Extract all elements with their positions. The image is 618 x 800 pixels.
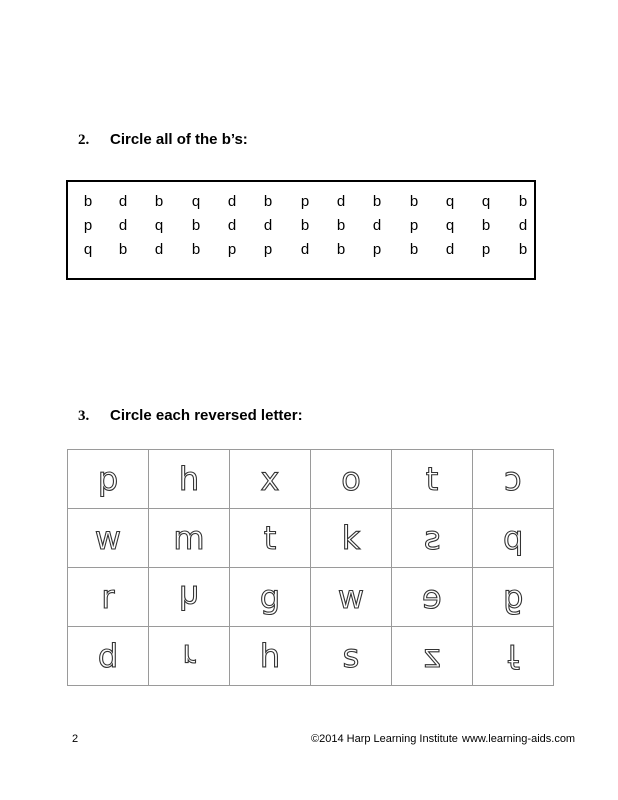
grid-cell[interactable] (68, 568, 149, 627)
letter-item[interactable]: d (154, 241, 164, 258)
outline-letter: x (260, 460, 280, 498)
outline-letter: d (97, 637, 119, 675)
letter-item[interactable]: d (263, 217, 273, 234)
outline-letter: h (178, 460, 200, 498)
grid-row (68, 509, 554, 568)
letter-item[interactable]: q (481, 193, 491, 210)
letter-item[interactable]: b (263, 193, 273, 210)
letter-item[interactable]: b (191, 217, 201, 234)
letter-item[interactable]: b (372, 193, 382, 210)
outline-letter: h (178, 578, 200, 616)
letter-item[interactable]: d (227, 193, 237, 210)
letter-item[interactable]: q (83, 241, 93, 258)
letter-box (66, 180, 536, 280)
letter-item[interactable]: p (83, 217, 93, 234)
grid-cell[interactable] (392, 509, 473, 568)
grid-cell[interactable] (230, 568, 311, 627)
letter-row (68, 216, 534, 236)
letter-item[interactable]: p (372, 241, 382, 258)
letter-item[interactable]: b (336, 217, 346, 234)
grid-cell[interactable] (149, 568, 230, 627)
outline-letter: f (507, 637, 519, 675)
outline-letter: w (337, 578, 365, 616)
grid-cell[interactable] (311, 450, 392, 509)
grid-cell[interactable] (68, 509, 149, 568)
letter-item[interactable]: q (445, 217, 455, 234)
letter-item[interactable]: p (481, 241, 491, 258)
grid-cell[interactable] (392, 450, 473, 509)
grid-cell[interactable] (473, 568, 554, 627)
grid-cell[interactable] (311, 627, 392, 686)
outline-letter: g (502, 578, 524, 616)
question-3-heading (78, 407, 303, 425)
grid-cell[interactable] (473, 450, 554, 509)
copyright-text: ©2014 Harp Learning Institute (311, 733, 458, 745)
letter-item[interactable]: d (518, 217, 528, 234)
letter-item[interactable]: b (118, 241, 128, 258)
grid-cell[interactable] (149, 509, 230, 568)
grid-cell[interactable] (149, 450, 230, 509)
question-number: 3. (78, 408, 90, 424)
outline-letter: z (423, 637, 441, 675)
grid-cell[interactable] (68, 627, 149, 686)
grid-cell[interactable] (149, 627, 230, 686)
outline-letter: o (341, 460, 361, 498)
letter-item[interactable]: b (409, 241, 419, 258)
grid-cell[interactable] (311, 509, 392, 568)
outline-letter: r (101, 578, 115, 616)
question-number: 2. (78, 132, 90, 148)
letter-item[interactable]: p (409, 217, 419, 234)
outline-letter: p (97, 460, 119, 498)
letter-item[interactable]: q (191, 193, 201, 210)
letter-item[interactable]: d (372, 217, 382, 234)
letter-item[interactable]: d (227, 217, 237, 234)
grid-row (68, 627, 554, 686)
outline-letter: e (422, 578, 442, 616)
letter-item[interactable]: b (481, 217, 491, 234)
reversed-letter-grid (67, 449, 554, 686)
outline-letter: t (263, 519, 277, 557)
letter-item[interactable]: d (445, 241, 455, 258)
outline-letter: c (504, 460, 522, 498)
outline-letter: p (502, 519, 524, 557)
letter-item[interactable]: b (154, 193, 164, 210)
letter-item[interactable]: b (191, 241, 201, 258)
letter-item[interactable]: p (227, 241, 237, 258)
letter-item[interactable]: d (118, 193, 128, 210)
grid-cell[interactable] (473, 509, 554, 568)
question-prompt: Circle all of the b’s: (110, 131, 248, 148)
page-number: 2 (72, 733, 79, 745)
letter-item[interactable]: d (118, 217, 128, 234)
grid-cell[interactable] (473, 627, 554, 686)
question-prompt: Circle each reversed letter: (110, 407, 303, 424)
letter-item[interactable]: p (263, 241, 273, 258)
letter-item[interactable]: b (409, 193, 419, 210)
outline-letter: k (341, 519, 361, 557)
grid-cell[interactable] (230, 509, 311, 568)
letter-row (68, 192, 534, 212)
letter-item[interactable]: b (83, 193, 93, 210)
outline-letter: s (342, 637, 360, 675)
grid-cell[interactable] (392, 568, 473, 627)
outline-letter: r (182, 637, 196, 675)
outline-letter: s (423, 519, 441, 557)
letter-row (68, 240, 534, 260)
grid-row (68, 568, 554, 627)
outline-letter: w (94, 519, 122, 557)
grid-cell[interactable] (311, 568, 392, 627)
grid-cell[interactable] (68, 450, 149, 509)
letter-item[interactable]: d (300, 241, 310, 258)
question-2-heading (78, 131, 248, 149)
outline-letter: m (173, 519, 205, 557)
outline-letter: h (259, 637, 281, 675)
letter-item[interactable]: p (300, 193, 310, 210)
grid-cell[interactable] (392, 627, 473, 686)
letter-item[interactable]: b (518, 193, 528, 210)
letter-item[interactable]: q (445, 193, 455, 210)
outline-letter: g (259, 578, 281, 616)
letter-item[interactable]: b (300, 217, 310, 234)
outline-letter: t (425, 460, 439, 498)
letter-item[interactable]: b (518, 241, 528, 258)
letter-item[interactable]: q (154, 217, 164, 234)
letter-item[interactable]: d (336, 193, 346, 210)
letter-item[interactable]: b (336, 241, 346, 258)
grid-cell[interactable] (230, 450, 311, 509)
grid-cell[interactable] (230, 627, 311, 686)
grid-row (68, 450, 554, 509)
website-link: www.learning-aids.com (462, 733, 576, 745)
